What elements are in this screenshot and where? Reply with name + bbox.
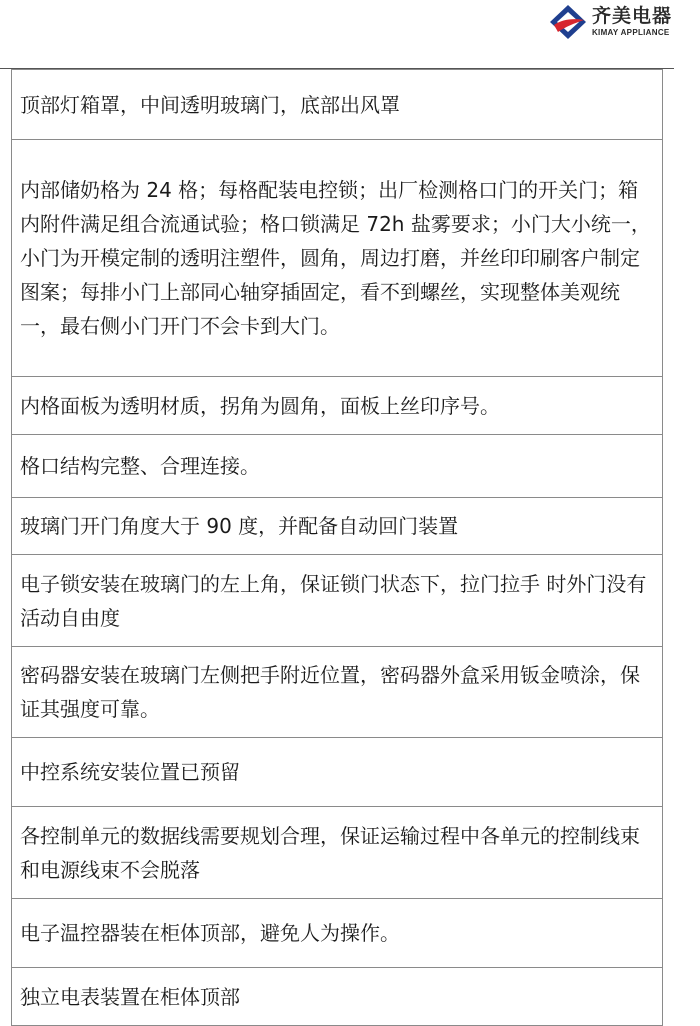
table-cell: 格口结构完整、合理连接。: [12, 435, 663, 498]
table-row: [12, 899, 663, 968]
table-cell: 密码器安装在玻璃门左侧把手附近位置，密码器外盒采用钣金喷涂，保证其强度可靠。: [12, 647, 663, 738]
table-cell: 玻璃门开门角度大于 90 度，并配备自动回门装置: [12, 498, 663, 555]
table-row: [12, 70, 663, 140]
spec-table: [11, 69, 663, 1026]
company-logo: [548, 2, 672, 42]
table-cell: 电子温控器装在柜体顶部，避免人为操作。: [12, 899, 663, 968]
table-row: [12, 498, 663, 555]
table-row: [12, 807, 663, 899]
table-row: [12, 377, 663, 435]
table-cell: 独立电表装置在柜体顶部: [12, 968, 663, 1026]
table-cell: 中控系统安装位置已预留: [12, 738, 663, 807]
table-cell: 内格面板为透明材质，拐角为圆角，面板上丝印序号。: [12, 377, 663, 435]
table-row: [12, 555, 663, 647]
table-row: [12, 738, 663, 807]
kimay-logo-icon: [548, 3, 588, 41]
logo-name-en: KIMAY APPLIANCE: [591, 28, 670, 37]
table-row: [12, 435, 663, 498]
table-cell: 顶部灯箱罩，中间透明玻璃门，底部出风罩: [12, 70, 663, 140]
table-row: [12, 140, 663, 377]
logo-name-cn: 齐美电器: [591, 5, 672, 27]
table-row: [12, 968, 663, 1026]
page-header: [0, 0, 700, 70]
table-cell: 电子锁安装在玻璃门的左上角，保证锁门状态下，拉门拉手 时外门没有活动自由度: [12, 555, 663, 647]
table-cell: 内部储奶格为 24 格；每格配装电控锁；出厂检测格口门的开关门；箱内附件满足组合流通试验；格口锁满足 72h 盐雾要求；小门大小统一，小门为开模定制的透明注塑件，圆角，周边打磨，并丝印印刷客户制定图案；每排小门上部同心轴穿插固定，看不到螺丝，实现整体美观统一，最右侧小门开门不会卡到大门。: [12, 140, 663, 377]
table-cell: 各控制单元的数据线需要规划合理，保证运输过程中各单元的控制线束和电源线束不会脱落: [12, 807, 663, 899]
table-row: [12, 647, 663, 738]
